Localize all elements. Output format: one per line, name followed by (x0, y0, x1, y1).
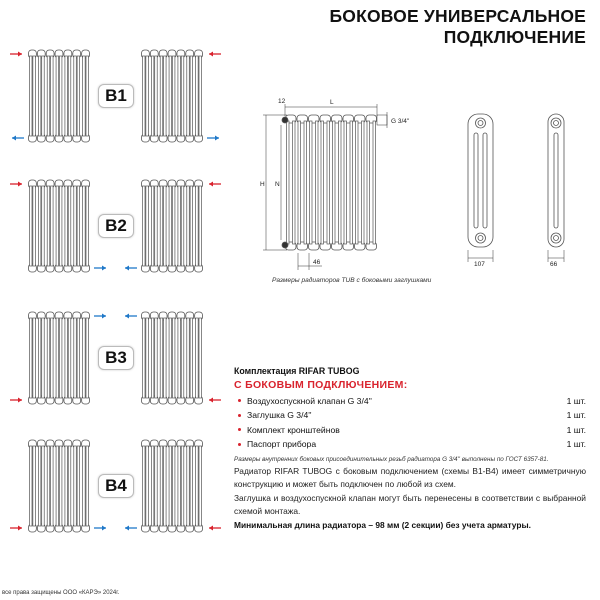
dim-12: 12 (278, 98, 286, 105)
title-line-1: БОКОВОЕ УНИВЕРСАЛЬНОЕ (329, 6, 586, 26)
kit-item-name: Заглушка G 3/4'' (247, 410, 312, 420)
thread-label: G 3/4'' (391, 118, 410, 125)
dim-46: 46 (313, 259, 321, 266)
radiator-right-B2 (142, 180, 203, 272)
supply-arrow-icon (10, 52, 22, 57)
copyright-footer: все права защищены ООО «КАРЭ» 2024г. (2, 590, 120, 596)
radiator-right-B1 (142, 50, 203, 142)
scheme-label-B4: B4 (98, 474, 134, 498)
kit-heading: Комплектация RIFAR TUBOG (234, 366, 360, 376)
return-arrow-icon (94, 526, 106, 531)
description-p3: Минимальная длина радиатора – 98 мм (2 секции) без учета арматуры. (234, 519, 531, 530)
bullet-icon (238, 414, 241, 417)
scheme-label-B3: B3 (98, 346, 134, 370)
radiator-side-view-107 (468, 114, 493, 247)
kit-section (234, 366, 586, 463)
bullet-icon (238, 399, 241, 402)
return-arrow-icon (94, 266, 106, 271)
radiator-right-B3 (142, 312, 203, 404)
kit-item-qty: 1 шт. (566, 424, 586, 435)
supply-arrow-icon (209, 182, 221, 187)
kit-item (234, 396, 586, 406)
return-arrow-icon (125, 266, 137, 271)
kit-item-qty: 1 шт. (566, 439, 586, 449)
radiator-right-B4 (142, 440, 203, 532)
page-title (329, 6, 586, 48)
bullet-icon (238, 428, 241, 431)
dim-height: H (260, 181, 265, 188)
return-arrow-icon (207, 136, 219, 141)
kit-item-qty: 1 шт. (566, 395, 586, 406)
radiator-front-view (282, 115, 377, 250)
kit-item-name: Паспорт прибора (247, 439, 317, 449)
supply-arrow-icon (209, 526, 221, 531)
kit-item-qty: 1 шт. (566, 410, 586, 420)
supply-arrow-icon (10, 526, 22, 531)
radiator-left-B2 (29, 180, 90, 272)
title-line-2: ПОДКЛЮЧЕНИЕ (443, 27, 586, 47)
kit-item (234, 439, 586, 449)
scheme-label-B1: B1 (98, 84, 134, 108)
dim-axis-distance: N (275, 181, 280, 188)
kit-item (234, 410, 586, 420)
return-arrow-icon (125, 526, 137, 531)
kit-item (234, 425, 586, 435)
supply-arrow-icon (209, 52, 221, 57)
supply-arrow-icon (10, 398, 22, 403)
dim-length: L (330, 99, 334, 106)
return-arrow-icon (125, 314, 137, 319)
radiator-left-B3 (29, 312, 90, 404)
kit-item-name: Комплект кронштейнов (247, 424, 340, 435)
supply-arrow-icon (209, 398, 221, 403)
description (234, 465, 586, 532)
description-p1: Радиатор RIFAR TUBOG с боковым подключением (схемы B1-B4) имеет симметричную конструкцию и может быть подключен по любой из схем. (234, 466, 586, 490)
radiator-left-B1 (29, 50, 90, 142)
kit-note: Размеры внутренних боковых присоединительных резьб радиатора G 3/4'' выполнены по ГОСТ 6357-81. (234, 456, 549, 463)
scheme-label-B2: B2 (98, 214, 134, 238)
radiator-left-B4 (29, 440, 90, 532)
dim-107: 107 (474, 261, 485, 268)
dim-66: 66 (550, 261, 558, 268)
drawing-caption: Размеры радиаторов TUB с боковыми заглушками (272, 277, 432, 284)
description-p2: Заглушка и воздухоспускной клапан могут быть перенесены в соответствии с выбранной схемой монтажа. (234, 492, 586, 517)
dimension-drawing (250, 90, 600, 275)
kit-subheading: С БОКОВЫМ ПОДКЛЮЧЕНИЕМ: (234, 379, 408, 391)
radiator-side-view-66 (548, 114, 564, 247)
kit-item-name: Воздухоспускной клапан G 3/4'' (247, 395, 372, 406)
supply-arrow-icon (10, 182, 22, 187)
return-arrow-icon (12, 136, 24, 141)
return-arrow-icon (94, 314, 106, 319)
bullet-icon (238, 443, 241, 446)
